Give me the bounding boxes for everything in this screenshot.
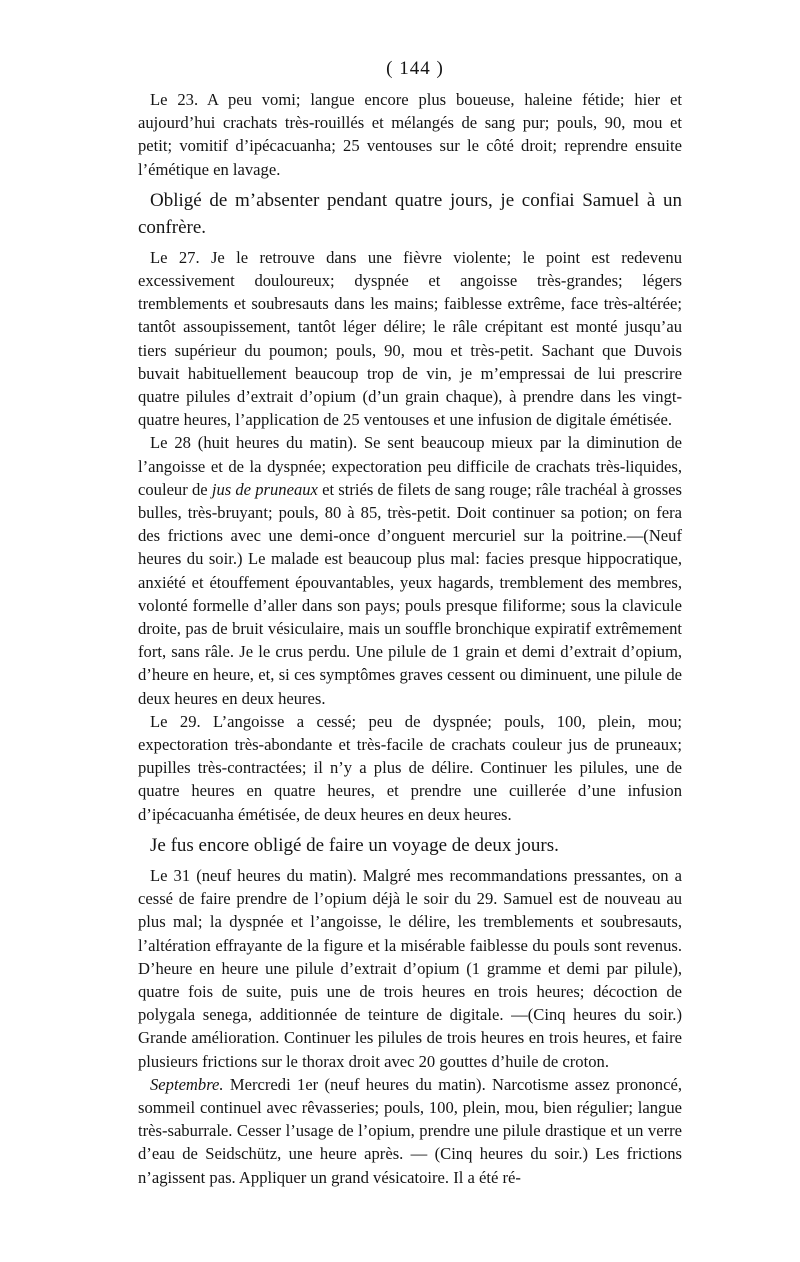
paragraph-september-body: Mercredi 1er (neuf heures du matin). Narcotisme assez prononcé, sommeil continuel avec rêvasseries; pouls, 100, plein, mou, bien régulier; langue très-saburrale. Cesser l’usage de l’opium, prendre une pilule drastique et un verre d’eau de Seidschütz, une heure après. — (Cinq heures du soir.) Les frictions n’agissent pas. Appliquer un grand vésicatoire. Il a été ré- [138,1074,682,1187]
paragraph-september-lead: Septembre. [150,1074,224,1094]
paragraph-day-28-part-2: et striés de filets de sang rouge; râle trachéal à grosses bulles, très-bruyant; pouls, 80 à 85, très-petit. Doit continuer sa potion; on fera des frictions avec une demi-once d’onguent mercuriel sur la poitrine.—(Neuf heures du soir.) Le malade est beaucoup plus mal: facies presque hippocratique, anxiété et étouffement épouvantables, yeux hagards, tremblement des membres, volonté formelle d’aller dans son pays; pouls presque filiforme; sous la clavicule droite, pas de bruit vésiculaire, mais un souffle bronchique expiratif extrêmement fort, sans râle. Je le crus perdu. Une pilule de 1 grain et demi d’extrait d’opium, d’heure en heure, et, si ces symptômes graves cessent ou diminuent, une pilule de deux heures en deux heures. [138,479,682,708]
paragraph-day-27: Le 27. Je le retrouve dans une fièvre violente; le point est redevenu excessivement douloureux; dyspnée et angoisse très-grandes; légers tremblements et soubresauts dans les mains; faiblesse extrême, face très-altérée; tantôt assoupissement, tantôt léger délire; le râle crépitant est monté jusqu’au tiers supérieur du poumon; pouls, 90, mou et très-petit. Sachant que Duvois buvait habituellement beaucoup trop de vin, je m’empressai de lui prescrire quatre pilules d’extrait d’opium (d’un grain chaque), à prendre dans les vingt-quatre heures, l’application de 25 ventouses et une infusion de digitale émétisée. [138,247,682,430]
paragraph-day-31: Le 31 (neuf heures du matin). Malgré mes recommandations pressantes, on a cessé de faire prendre de l’opium déjà le soir du 29. Samuel est de nouveau au plus mal; la dyspnée et l’angoisse, le délire, les tremblements et soubresauts, l’altération effrayante de la figure et la misérable faiblesse du pouls sont revenus. D’heure en heure une pilule d’extrait d’opium (1 gramme et demi par pilule), quatre fois de suite, puis une de trois heures en trois heures; décoction de polygala senega, additionnée de teinture de digitale. —(Cinq heures du soir.) Grande amélioration. Continuer les pilules de trois heures en trois heures, et faire plusieurs frictions sur le thorax droit avec 20 gouttes d’huile de croton. [138,865,682,1071]
paragraph-absence-note: Obligé de m’absenter pendant quatre jours, je confiai Samuel à un confrère. [138,189,682,238]
paragraph-day-23: Le 23. A peu vomi; langue encore plus boueuse, haleine fétide; hier et aujourd’hui crachats très-rouillés et mélangés de sang pur; pouls, 90, mou et petit; vomitif d’ipécacuanha; 25 ventouses sur le côté droit; reprendre ensuite l’émétique en lavage. [138,90,682,179]
paragraph-september [138,1073,682,1189]
paragraph-day-28-part-1: Le 28 (huit heures du matin). Se sent beaucoup mieux par la diminution de l’angoisse et de la dyspnée; expectoration peu difficile de crachats très-liquides, couleur de [138,433,682,499]
paragraph-day-29: Le 29. L’angoisse a cessé; peu de dyspnée; pouls, 100, plein, mou; expectoration très-abondante et très-facile de crachats couleur jus de pruneaux; pupilles très-contractées; il n’y a plus de délire. Continuer les pilules, une de quatre heures en quatre heures, et prendre une cuillerée d’une infusion d’ipécacuanha émétisée, de deux heures en deux heures. [138,711,682,824]
paragraph-day-28 [138,431,682,709]
page-number: ( 144 ) [386,58,444,79]
paragraph-travel-note: Je fus encore obligé de faire un voyage de deux jours. [150,834,559,856]
paragraph-day-28-italic: jus de pruneaux [211,479,318,499]
